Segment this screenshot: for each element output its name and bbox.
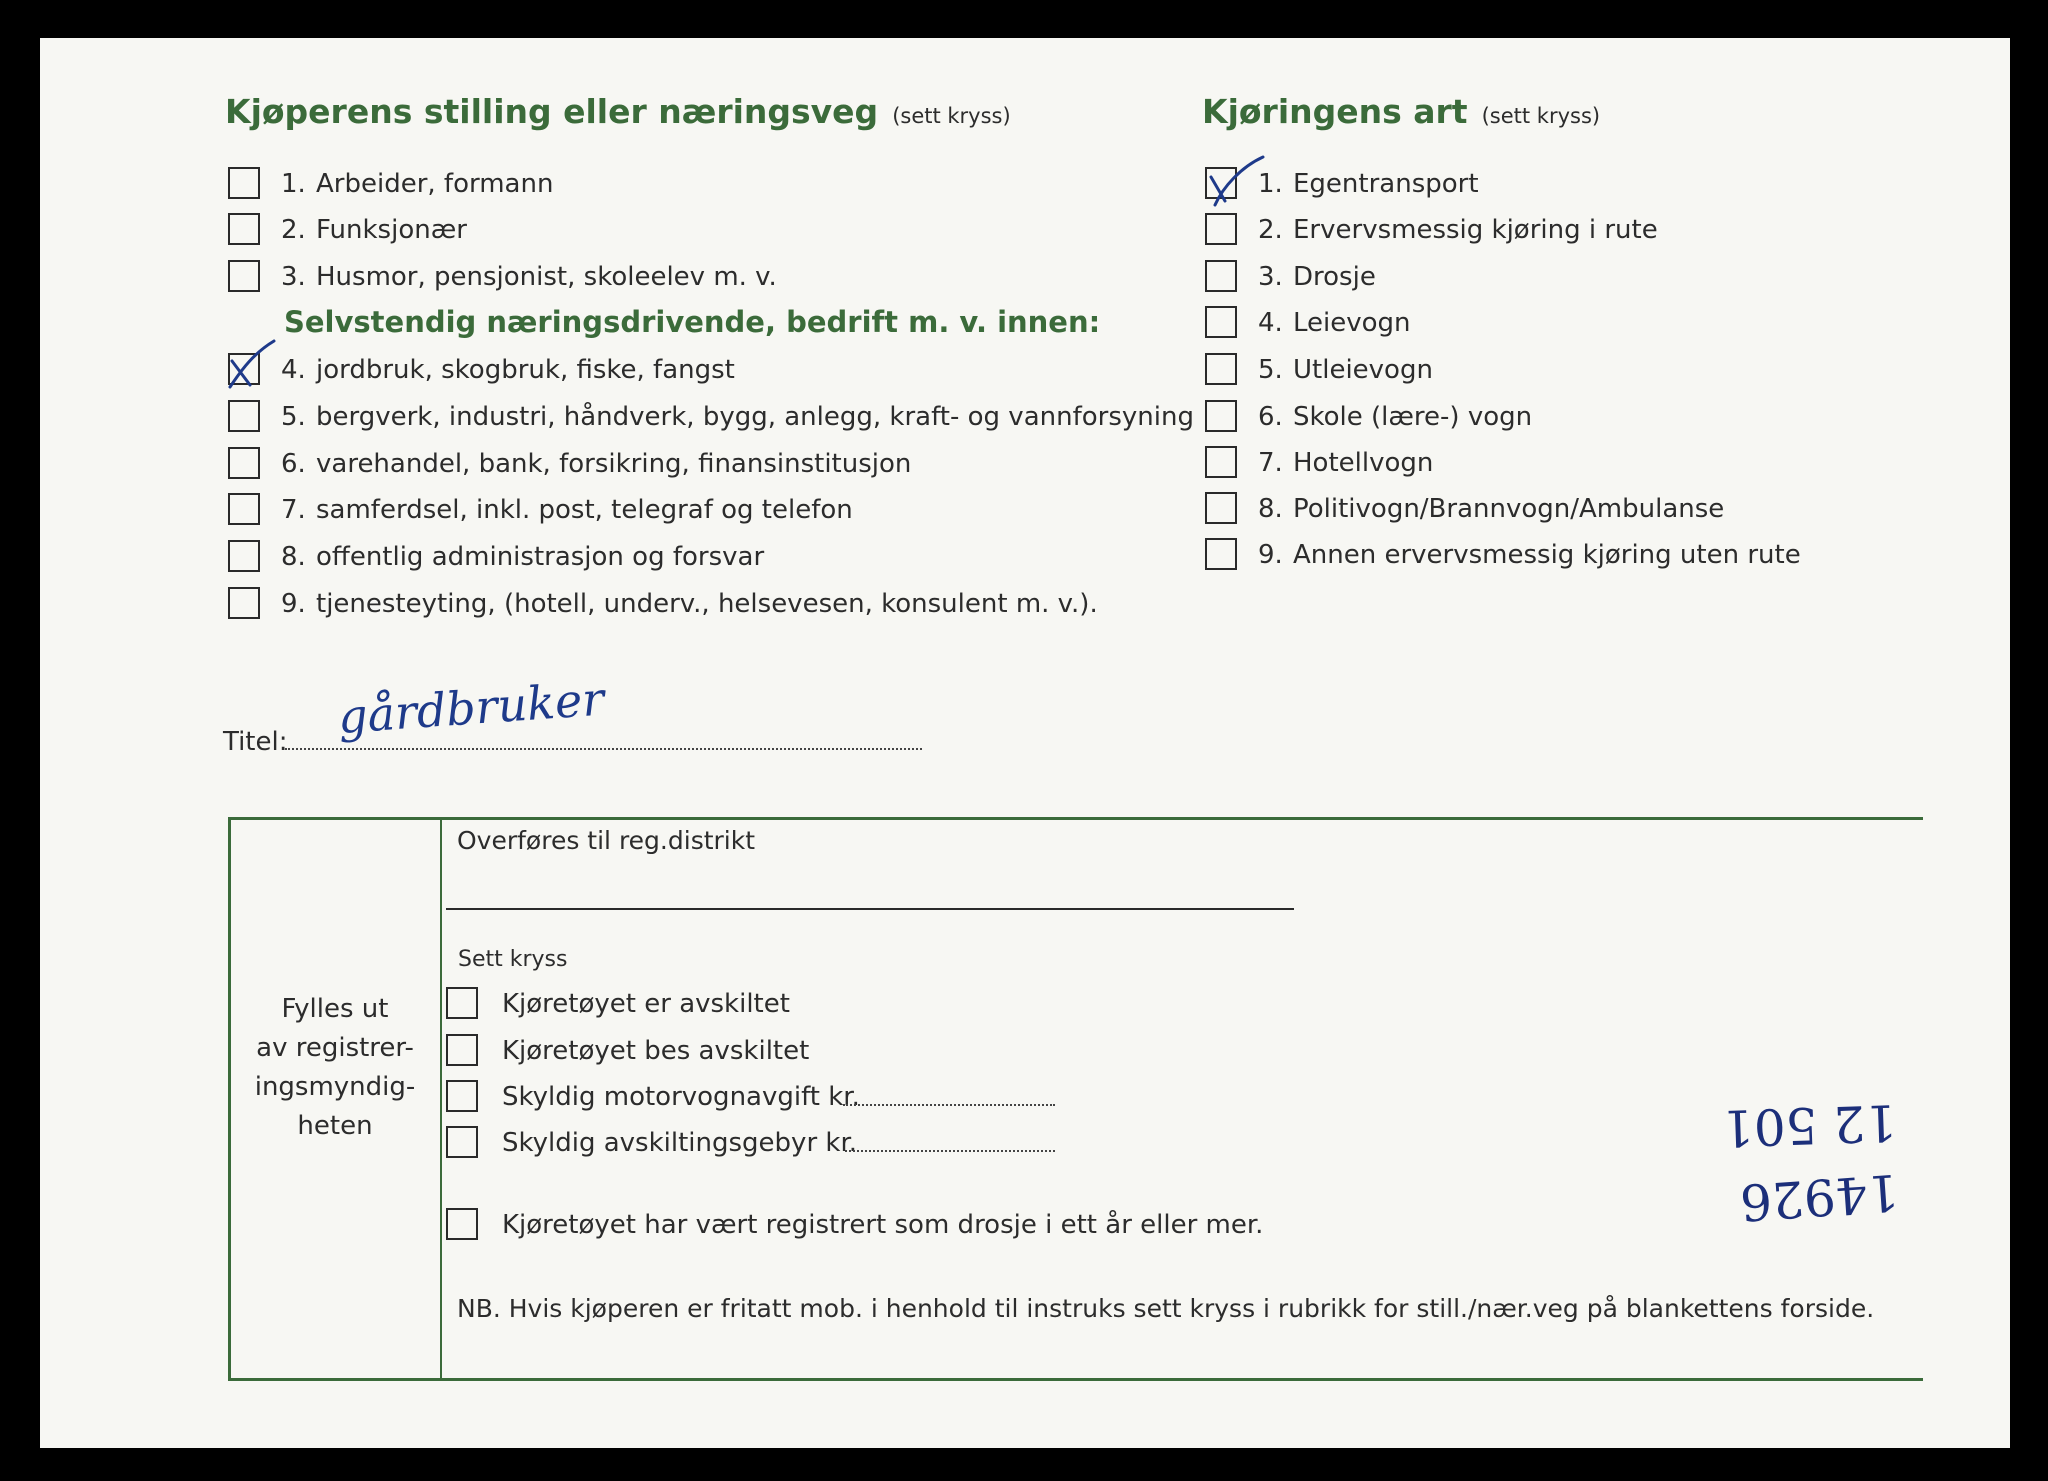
checkbox[interactable]: [228, 447, 260, 479]
checkbox[interactable]: [446, 1034, 478, 1066]
registry-check-motorvognavgift[interactable]: [446, 1080, 1146, 1120]
driving-option-7[interactable]: [1205, 446, 1905, 486]
option-number: 5.: [1258, 355, 1283, 385]
registry-check-avskiltingsgebyr[interactable]: [446, 1126, 1146, 1166]
option-number: 1.: [1258, 169, 1283, 199]
option-label: Funksjonær: [316, 215, 467, 245]
option-number: 2.: [1258, 215, 1283, 245]
option-number: 6.: [1258, 402, 1283, 432]
option-label: Arbeider, formann: [316, 169, 554, 199]
occupation-option-3[interactable]: [228, 260, 1128, 300]
option-label: Drosje: [1293, 262, 1376, 292]
transfer-district-field[interactable]: [446, 908, 1294, 910]
check-label: Skyldig avskiltingsgebyr kr.: [502, 1128, 858, 1158]
occupation-option-6[interactable]: [228, 447, 1128, 487]
option-label: Hotellvogn: [1293, 448, 1434, 478]
option-number: 3.: [281, 262, 306, 292]
option-number: 9.: [1258, 540, 1283, 570]
title-field-line[interactable]: [285, 748, 922, 750]
checkbox[interactable]: [1205, 260, 1237, 292]
checkbox[interactable]: [1205, 492, 1237, 524]
side-label-line: heten: [297, 1111, 373, 1141]
option-label: jordbruk, skogbruk, fiske, fangst: [316, 355, 735, 385]
driving-option-3[interactable]: [1205, 260, 1905, 300]
option-number: 3.: [1258, 262, 1283, 292]
buyer-occupation-heading: [225, 92, 1011, 131]
occupation-option-8[interactable]: [228, 540, 1128, 580]
driving-option-5[interactable]: [1205, 353, 1905, 393]
option-label: Annen ervervsmessig kjøring uten rute: [1293, 540, 1801, 570]
checkbox[interactable]: [228, 213, 260, 245]
heading-note: (sett kryss): [892, 104, 1011, 128]
checkbox[interactable]: [228, 493, 260, 525]
registry-side-label: [230, 990, 440, 1146]
checkbox[interactable]: [446, 1208, 478, 1240]
option-label: Utleievogn: [1293, 355, 1433, 385]
box-divider: [440, 817, 442, 1381]
registry-check-avskiltet[interactable]: [446, 987, 1146, 1027]
option-label: Husmor, pensjonist, skoleelev m. v.: [316, 262, 777, 292]
checkbox[interactable]: [1205, 446, 1237, 478]
checkbox[interactable]: [228, 167, 260, 199]
checkbox[interactable]: [228, 260, 260, 292]
option-number: 1.: [281, 169, 306, 199]
checkbox[interactable]: [446, 987, 478, 1019]
option-number: 5.: [281, 402, 306, 432]
transfer-district-label: Overføres til reg.distrikt: [457, 826, 756, 855]
side-label-line: ingsmyndig-: [254, 1072, 416, 1102]
driving-option-9[interactable]: [1205, 538, 1905, 578]
option-label: Skole (lære-) vogn: [1293, 402, 1533, 432]
box-top-border: [228, 817, 1923, 820]
occupation-option-7[interactable]: [228, 493, 1128, 533]
checkbox[interactable]: [228, 540, 260, 572]
option-number: 2.: [281, 215, 306, 245]
option-number: 9.: [281, 589, 306, 619]
registry-check-bes-avskiltet[interactable]: [446, 1034, 1146, 1074]
option-number: 8.: [281, 542, 306, 572]
self-employed-subheading: Selvstendig næringsdrivende, bedrift m. v. innen:: [284, 305, 1101, 339]
avskiltingsgebyr-amount-field[interactable]: [845, 1150, 1055, 1152]
checkbox[interactable]: [228, 400, 260, 432]
checkbox[interactable]: [1205, 213, 1237, 245]
option-number: 7.: [1258, 448, 1283, 478]
checkbox[interactable]: [228, 587, 260, 619]
option-label: bergverk, industri, håndverk, bygg, anlegg, kraft- og vannforsyning: [316, 402, 1194, 432]
heading-text: Kjøperens stilling eller næringsveg: [225, 92, 879, 131]
handwritten-check-icon: [224, 339, 280, 391]
driving-option-2[interactable]: [1205, 213, 1905, 253]
check-label: Kjøretøyet bes avskiltet: [502, 1036, 810, 1066]
option-number: 7.: [281, 495, 306, 525]
option-number: 8.: [1258, 494, 1283, 524]
checkbox[interactable]: [1205, 400, 1237, 432]
handwritten-number-2: 14926: [1738, 1162, 1901, 1232]
driving-option-8[interactable]: [1205, 492, 1905, 532]
option-label: samferdsel, inkl. post, telegraf og telefon: [316, 495, 853, 525]
motorvognavgift-amount-field[interactable]: [843, 1104, 1055, 1106]
option-label: Egentransport: [1293, 169, 1479, 199]
option-label: offentlig administrasjon og forsvar: [316, 542, 765, 572]
title-label: Titel:: [223, 727, 288, 757]
driving-option-6[interactable]: [1205, 400, 1905, 440]
checkbox[interactable]: [1205, 538, 1237, 570]
occupation-option-2[interactable]: [228, 213, 1128, 253]
driving-option-1[interactable]: [1205, 167, 1905, 207]
option-number: 4.: [281, 355, 306, 385]
checkbox[interactable]: [1205, 353, 1237, 385]
checkbox[interactable]: [1205, 306, 1237, 338]
option-label: Ervervsmessig kjøring i rute: [1293, 215, 1658, 245]
driving-type-heading: [1202, 92, 1600, 131]
heading-note: (sett kryss): [1481, 104, 1601, 128]
sett-kryss-label: Sett kryss: [458, 947, 568, 972]
side-label-line: av registrer-: [256, 1033, 414, 1063]
occupation-option-1[interactable]: [228, 167, 1128, 207]
option-label: Leievogn: [1293, 308, 1411, 338]
side-label-line: Fylles ut: [281, 994, 389, 1024]
heading-text: Kjøringens art: [1202, 92, 1468, 131]
driving-option-4[interactable]: [1205, 306, 1905, 346]
box-bottom-border: [228, 1378, 1923, 1381]
handwritten-number-1: 12 501: [1721, 1092, 1898, 1158]
checkbox[interactable]: [446, 1080, 478, 1112]
option-label: varehandel, bank, forsikring, finansinstitusjon: [316, 449, 912, 479]
check-label: Skyldig motorvognavgift kr.: [502, 1082, 860, 1112]
option-label: tjenesteyting, (hotell, underv., helsevesen, konsulent m. v.).: [316, 589, 1098, 619]
occupation-option-9[interactable]: [228, 587, 1128, 627]
nb-note: NB. Hvis kjøperen er fritatt mob. i henhold til instruks sett kryss i rubrikk for still./nær.veg på blankettens forside.: [457, 1294, 1875, 1323]
option-number: 6.: [281, 449, 306, 479]
option-number: 4.: [1258, 308, 1283, 338]
registry-check-drosje[interactable]: [446, 1208, 1346, 1248]
title-handwritten-value: gårdbruker: [336, 671, 606, 744]
occupation-option-5[interactable]: [228, 400, 1194, 440]
option-label: Politivogn/Brannvogn/Ambulanse: [1293, 494, 1725, 524]
occupation-option-4[interactable]: [228, 353, 1128, 393]
check-label: Kjøretøyet har vært registrert som drosje i ett år eller mer.: [502, 1210, 1264, 1240]
check-label: Kjøretøyet er avskiltet: [502, 989, 790, 1019]
checkbox[interactable]: [446, 1126, 478, 1158]
